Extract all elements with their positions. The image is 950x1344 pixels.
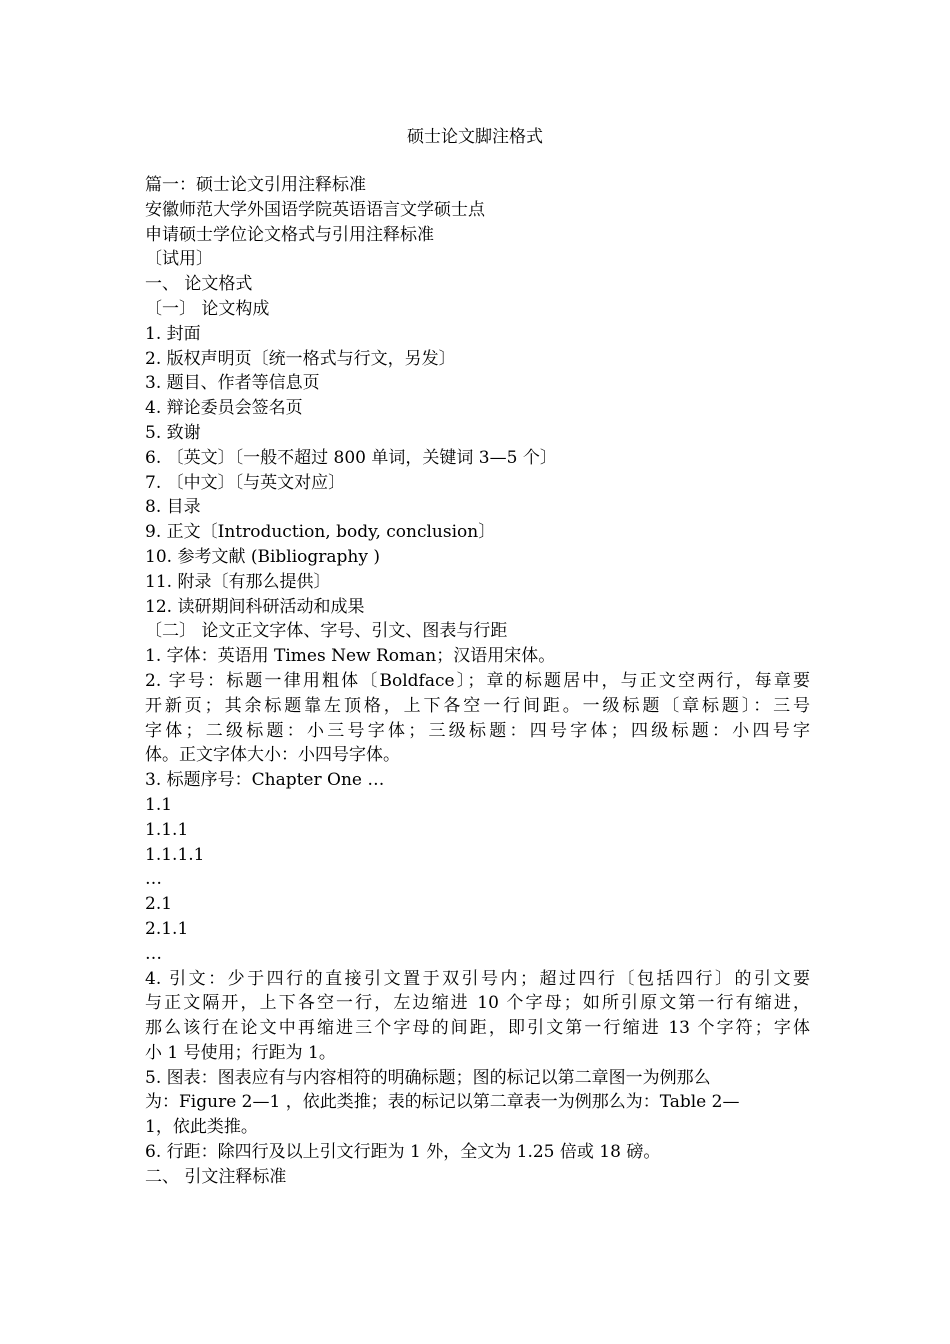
paragraph-line: 5. 图表：图表应有与内容相符的明确标题；图的标记以第二章图一为例那么 bbox=[145, 1067, 711, 1088]
list-item: 6. 〔英文〕〔一般不超过 800 单词，关键词 3—5 个〕 bbox=[145, 447, 557, 468]
text-line: 安徽师范大学外国语学院英语语言文学硕士点 bbox=[145, 199, 485, 220]
paragraph-line: 字体；二级标题：小三号字体；三级标题：四号字体；四级标题：小四号字 bbox=[145, 720, 810, 741]
text-line: 〔试用〕 bbox=[145, 249, 213, 270]
numbering-example: 1.1.1.1 bbox=[145, 844, 205, 865]
paragraph-line: 体。正文字体大小：小四号字体。 bbox=[145, 745, 400, 766]
list-item: 12. 读研期间科研活动和成果 bbox=[145, 596, 365, 617]
list-item: 3. 题目、作者等信息页 bbox=[145, 373, 320, 394]
subsection-heading: 〔一〕 论文构成 bbox=[145, 298, 270, 319]
text-line: 申请硕士学位论文格式与引用注释标准 bbox=[145, 224, 434, 245]
list-item: 1. 字体：英语用 Times New Roman；汉语用宋体。 bbox=[145, 646, 556, 667]
list-item: 3. 标题序号：Chapter One … bbox=[145, 770, 385, 791]
paragraph-line: 1，依此类推。 bbox=[145, 1117, 258, 1138]
numbering-example: 2.1.1 bbox=[145, 918, 189, 939]
list-item: 10. 参考文献 (Bibliography ) bbox=[145, 546, 381, 567]
numbering-example: … bbox=[145, 869, 162, 890]
paragraph-line: 为：Figure 2—1 ，依此类推；表的标记以第二章表一为例那么为：Table 2— bbox=[145, 1092, 740, 1113]
list-item: 1. 封面 bbox=[145, 323, 201, 344]
paragraph-line: 4. 引文：少于四行的直接引文置于双引号内；超过四行〔包括四行〕的引文要 bbox=[145, 968, 810, 989]
list-item: 11. 附录〔有那么提供〕 bbox=[145, 571, 331, 592]
list-item: 7. 〔中文〕〔与英文对应〕 bbox=[145, 472, 346, 493]
paragraph-line: 与正文隔开，上下各空一行，左边缩进 10 个字母；如所引原文第一行有缩进， bbox=[145, 993, 810, 1014]
section-heading: 一、 论文格式 bbox=[145, 274, 253, 295]
paragraph-line: 2. 字号：标题一律用粗体〔Boldface〕；章的标题居中，与正文空两行，每章要 bbox=[145, 670, 810, 691]
list-item: 9. 正文〔Introduction, body, conclusion〕 bbox=[145, 522, 496, 543]
document-body bbox=[145, 173, 810, 1190]
list-item: 5. 致谢 bbox=[145, 422, 201, 443]
list-item: 4. 辩论委员会签名页 bbox=[145, 398, 303, 419]
section-heading: 二、 引文注释标准 bbox=[145, 1166, 287, 1187]
text-line: 篇一：硕士论文引用注释标准 bbox=[145, 175, 366, 195]
numbering-example: 2.1 bbox=[145, 894, 173, 915]
paragraph-line: 小 1 号使用；行距为 1。 bbox=[145, 1042, 336, 1063]
paragraph-line: 那么该行在论文中再缩进三个字母的间距，即引文第一行缩进 13 个字符；字体 bbox=[145, 1018, 810, 1039]
document-title: 硕士论文脚注格式 bbox=[407, 127, 543, 147]
list-item: 6. 行距：除四行及以上引文行距为 1 外，全文为 1.25 倍或 18 磅。 bbox=[145, 1142, 661, 1163]
paragraph-line: 开新页；其余标题靠左顶格，上下各空一行间距。一级标题〔章标题〕：三号 bbox=[145, 695, 810, 716]
list-item: 8. 目录 bbox=[145, 497, 201, 518]
numbering-example: … bbox=[145, 943, 162, 964]
subsection-heading: 〔二〕 论文正文字体、字号、引文、图表与行距 bbox=[145, 621, 508, 642]
numbering-example: 1.1.1 bbox=[145, 819, 189, 840]
numbering-example: 1.1 bbox=[145, 794, 173, 815]
list-item: 2. 版权声明页〔统一格式与行文，另发〕 bbox=[145, 348, 456, 369]
